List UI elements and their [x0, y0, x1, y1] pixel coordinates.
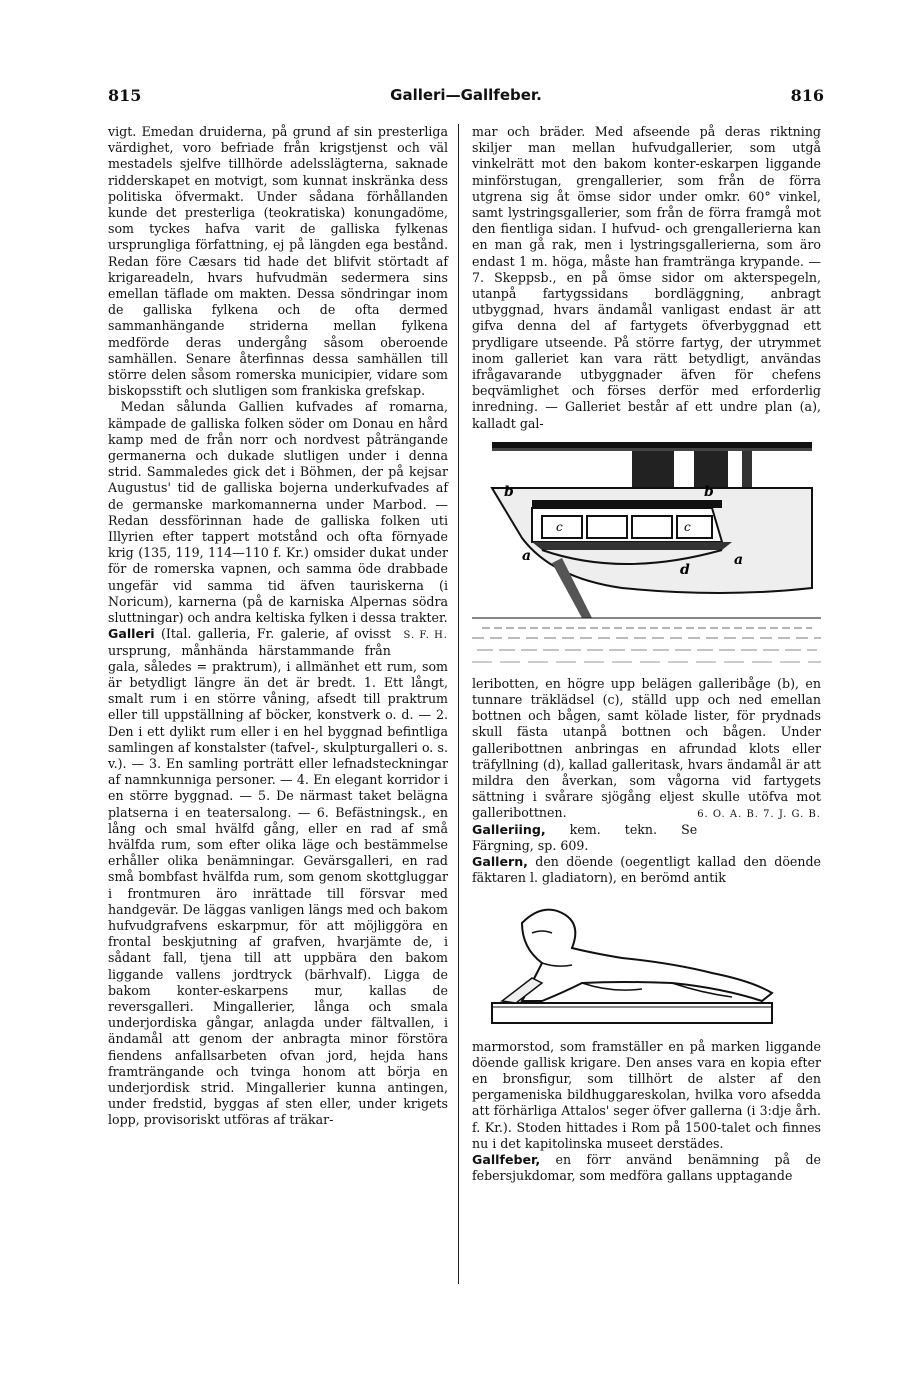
- headword: Galleriing,: [472, 821, 546, 837]
- entry-galleri: [108, 626, 448, 1128]
- figure-label: d: [680, 561, 690, 578]
- headword: Gallfeber,: [472, 1151, 541, 1167]
- headword: Galleri: [108, 626, 155, 642]
- figure-label: a: [734, 551, 744, 568]
- figure-label: a: [522, 547, 532, 564]
- headword: Gallern,: [472, 854, 528, 870]
- figure-label: c: [684, 519, 691, 534]
- entry-text: en förr använd benämning på de febersjukdomar, som medföra gallans upptagande: [472, 1151, 821, 1184]
- author-signature: S. F. H.: [403, 630, 448, 642]
- figure-label: c: [556, 519, 563, 534]
- paragraph: vigt. Emedan druiderna, på grund af sin presterliga värdighet, voro befriade från krigstjenst och väl mestadels sjelfve tillhörde adelsslägterna, saknade ridderskapet en motvigt, som kunnat inskränka dess politiska öfvermakt. Under sådana förhållanden kunde det presterliga (teokratiska) konungadöme, som tyckes hafva varit de galliska fylkenas ursprungliga författning, ej på längden ega bestånd. Redan före Cæsars tid hade det blifvit störtadt af krigareadeln, hvars hufvudmän sedermera sins emellan täflade om makten. Dessa söndringar inom de galliska fylkena och de ofta dermed sammanhängande striderna mellan fylkena medförde deras undergång såsom oberoende samhällen. Senare återfinnas dessa samhällen till större delen såsom romerska municipier, vidare som biskopsstift och slutligen som frankiska grefskap.: [108, 124, 448, 399]
- page-number-left: 815: [108, 86, 142, 105]
- entry-galleriing: [472, 822, 821, 854]
- figure-label: b: [504, 483, 514, 500]
- right-column: [472, 124, 821, 1184]
- entry-gallern: [472, 854, 821, 886]
- entry-text: kem. tekn. Se Färgning, sp. 609.: [472, 821, 698, 853]
- column-divider: [458, 124, 459, 1284]
- entry-gallfeber: [472, 1152, 821, 1184]
- running-title: Galleri—Gallfeber.: [390, 86, 542, 104]
- dying-gaul-statue-figure: [472, 893, 821, 1033]
- left-column: [108, 124, 448, 1129]
- ship-gallery-figure: [472, 438, 821, 670]
- entry-text: (Ital. galleria, Fr. galerie, af ovisst ursprung, månhända härstammande från gala, således = praktrum), i allmänhet ett rum, som är betydligt längre än det är bredt. 1. Ett långt, smalt rum i en större våning, afsedt till praktrum eller till uppställning af böcker, konstverk o. d. — 2. Den i ett dylikt rum eller i en hel byggnad befintliga samlingen af konstalster (tafvel-, skulpturgalleri o. s. v.). — 3. En samling porträtt eller lefnadsteckningar af namnkunniga personer. — 4. En elegant korridor i en större byggnad. — 5. De närmast taket belägna platserna i en teatersalong. — 6. Befästningsk., en lång och smal hvälfd gång, eller en rad af små hvälfda rum, som efter olika läge och bestämmelse erhåller olika benämningar. Gevärsgalleri, en rad små bombfast hvälfda rum, som genom skottgluggar i frontmuren äro inrättade till försvar med handgevär. De läggas vanligen längs med och bakom hufvudgrafvens eskarpmur, för att möjliggöra en frontal beskjutning af grafven, hvarjämte de, i sådant fall, tjena till att uppbära den bakom liggande vallens jordtryck (bärhvalf). Ligga de bakom konter-eskarpens mur, kallas de reversgalleri. Mingallerier, långa och smala underjordiska gångar, anlagda under fältvallen, i ändamål att genom der anbragta minor förstöra fiendens anfallsarbeten ofvan jord, hejda hans framträngande och tvinga honom att börja en underjordisk strid. Mingallerier kunna antingen, under fredstid, byggas af sten eller, under krigets lopp, provisoriskt utföras af träkar-: [108, 626, 448, 1128]
- paragraph-text: Medan sålunda Gallien kufvades af romarna, kämpade de galliska folken söder om Donau en hård kamp med de från norr och nordvest påträngande germanerna och dukade slutligen under i denna strid. Sammaledes gick det i Böhmen, der på kejsar Augustus' tid de galliska bojerna underkufvades af de germanske markomannerna under Marbod. — Redan dessförinnan hade de galliska folken uti Illyrien efter tappert motstånd och ofta förnyade krig (135, 119, 114—110 f. Kr.) omsider dukat under för de romerska vapnen, och samma öde drabbade ungefär vid samma tid äfven tauriskerna (i Noricum), karnerna (på de karniska Alpernas södra sluttningar) och andra keltiska fylken i dessa trakter.: [108, 399, 448, 626]
- running-header: [108, 86, 824, 110]
- paragraph: mar och bräder. Med afseende på deras riktning skiljer man mellan hufvudgallerier, som utgå vinkelrätt mot den bakom konter-eskarpen liggande minförstugan, grengallerier, som från de förra utgrena sig åt ömse sidor under omkr. 60° vinkel, samt lystringsgallerier, som från de förra framgå mot den fientliga sidan. I hufvud- och grengallerierna kan en man gå rak, men i lystringsgallerierna, som äro endast 1 m. höga, måste han framtränga krypande. — 7. Skeppsb., en på ömse sidor om akterspegeln, utanpå fartygssidans bordläggning, anbragt utbyggnad, hvars ändamål vanligast endast är att gifva denna del af fartygets öfverbyggnad ett prydligare utseende. På större fartyg, der utrymmet inom galleriet kan vara rätt betydligt, användas ifrågavarande utbyggnader äfven för chefens beqvämlighet och förses derför med erforderlig inredning. — Galleriet består af ett undre plan (a), kalladt gal-: [472, 124, 821, 431]
- entry-text: den döende (oegentligt kallad den döende fäktaren l. gladiatorn), en berömd antik: [472, 854, 821, 886]
- paragraph: [472, 676, 821, 822]
- figure-label: b: [704, 483, 714, 500]
- page-number-right: 816: [790, 86, 824, 105]
- author-signature: 6. O. A. B. 7. J. G. B.: [697, 809, 821, 821]
- paragraph: marmorstod, som framställer en på marken liggande döende gallisk krigare. Den anses vara en kopia efter en bronsfigur, som tillhört de alster af den pergameniska bildhuggareskolan, hvilka voro afsedda att förhärliga Attalos' seger öfver gallerna (i 3:dje årh. f. Kr.). Stoden hittades i Rom på 1500-talet och finnes nu i det kapitolinska museet derstädes.: [472, 1038, 821, 1151]
- paragraph-text: leribotten, en högre upp belägen galleribåge (b), en tunnare träklädsel (c), ställd upp och ned emellan bottnen och bågen, samt kölade lister, för prydnads skull fästa utanpå bottnen och bågen. Under galleribottnen anbringas en afrundad klots eller träfyllning (d), kallad galleritask, hvars ändamål är att mildra den åverkan, som vågorna vid fartygets sättning i svårare sjögång eljest skulle utöfva mot galleribottnen.: [472, 675, 821, 821]
